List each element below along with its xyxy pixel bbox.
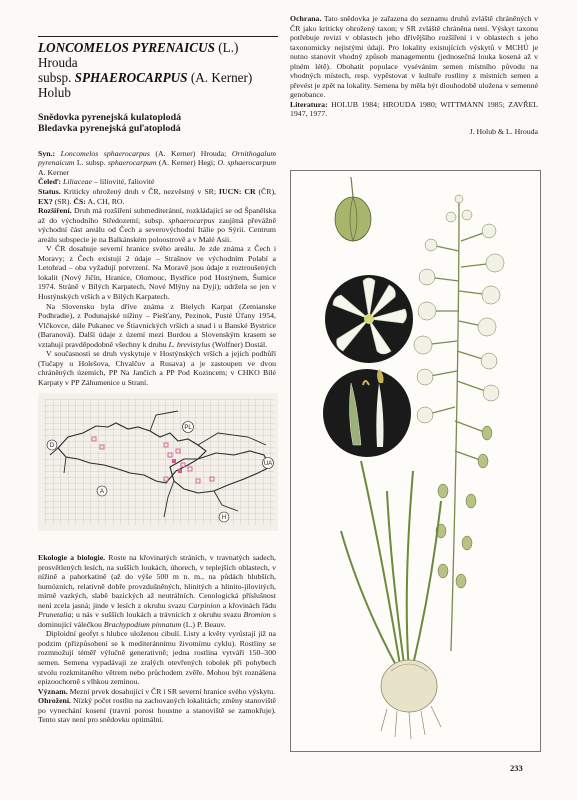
literature: Literatura: HOLUB 1984; HROUDA 1980; WITTMANN 1985; ZAVŘEL 1947, 1977.	[290, 99, 538, 119]
flower-detail-circle	[325, 275, 413, 363]
subspecies-author: (A. Kerner) Holub	[38, 70, 253, 100]
species-title	[38, 40, 276, 100]
seed-capsule	[335, 177, 371, 241]
distribution-map	[38, 393, 278, 531]
species-name: LONCOMELOS PYRENAICUS	[38, 40, 215, 55]
distribution-p2: V ČR dosahuje severní hranice svého areálu. Je zde známa z Čech i Moravy; z Čech existují 2 údaje – Strašnov ve východním Polabí a Letohrad – oba vyžadují potvrzení. Na Moravě jsou údaje z roztroušených lokalit (Nový Jičín, Hranice, Olomouc, Bystřice pod Hostýnem, Šumice 1974. Stráně v Bílých Karpatech, Nové Mlýny na Dyji); udržela se jen v Hostýnských vrších a v Bílých Karpatech.	[38, 244, 276, 302]
ecology-p2: Diploidní geofyt s hlubce uloženou cibulí. Listy a květy vyrůstají již na podzim (přizpůsobení se k mediteránnímu životnímu cyklu). Rostliny se rozmnožují téměř výlučně generativně; jedna rostlina vytváří 150–300 semen. Semena vypadávají ze zralých otevřených tobolek při pohybech stvolu rozkmitaného větrem nebo průchodem zvěře. Mohou být roznášena epizoochorně s vlhkou zeminou.	[38, 629, 276, 687]
authors-signature: J. Holub & L. Hrouda	[469, 127, 538, 137]
plant-illustration-svg	[291, 171, 540, 751]
plant-illustration	[290, 170, 541, 752]
stamen-detail-circle	[323, 369, 411, 457]
common-name-sk: Bledavka pyrenejská guľatoplodá	[38, 123, 181, 135]
family: Čeleď: Liliaceae – liliovité, ľaliovité	[38, 177, 155, 187]
left-column-lower	[38, 553, 276, 725]
left-column	[38, 40, 276, 387]
page-number: 233	[510, 763, 523, 773]
common-name-cz: Snědovka pyrenejská kulatoplodá	[38, 112, 182, 123]
status: Status. Kriticky ohrožený druh v ČR, nezvěstný v SR; IUCN: CR (ČR), EX? (SR). ČS: A, CH, RO.	[38, 187, 276, 206]
map-label-a: A	[99, 489, 105, 495]
map-label-d: D	[49, 443, 55, 449]
subsp-prefix: subsp.	[38, 70, 72, 85]
threats: Ohrožení. Nízký počet rostlin na zachovaných lokalitách; změny stanoviště po vynechání kosení (travní porost houstne a stanoviště se zamokřuje). Tento stav není pro snědovku optimální.	[38, 696, 277, 725]
title-rule-top	[38, 36, 278, 37]
map-label-h: H	[221, 515, 227, 521]
species-author: (L.) Hrouda	[38, 40, 239, 70]
map-label-pl: PL	[184, 425, 192, 431]
distribution-p3: Na Slovensku byla dříve známa z Bielych Karpat (Zemianske Podhradie), z Podunajské nížiny – Piešťany, Pezinok, Pusté Úľany 1954, Vlčkovce, dále Pukanec ve Štiavnických vrších a snad i u Banské Bystrice (Baranová). Další údaje z území mezi Burdou a Slovenským krasem se vztahují pravděpodobně všechny k druhu L. brevistylus (Wolfner) Dostál.	[38, 301, 276, 349]
distribution-p4: V současnosti se druh vyskytuje v Hostýnských vrších a jejich podhůří (Tučapy u Holešova, Chvalčov a Rusava) a je zastoupen ve dvou chráněných územích, PP Na Jančích a PP Pod Kozincem; v CHKO Bílé Karpaty v PP Záhumenice u Straní.	[38, 349, 276, 387]
distribution-p1: Rozšíření. Druh má rozšíření submediteránní, rozkládající se od Španělska až do východního Středozemí; subsp. sphaerocarpus zaujímá převážně východní část areálu od Čech a severovýchodní Itálie po Sýrii. Centrum areálu subspecie je na Balkánském poloostrově a v Malé Asii.	[38, 206, 277, 244]
stalk-capsules	[436, 426, 492, 588]
leaves	[341, 461, 441, 673]
map-label-ua: UA	[263, 461, 273, 467]
subspecies-name: SPHAEROCARPUS	[74, 70, 188, 85]
map-grid	[44, 399, 274, 525]
distribution-map-svg	[38, 393, 278, 531]
bulb	[381, 660, 441, 739]
ecology-p1: Ekologie a biologie. Roste na křovinatých stráních, v travnatých sadech, prosvětlených lesích, na sušších loukách, úhorech, v teplejších oblastech, v nížině a pahorkatině (až do výše 500 m n. m., na půdách hlubších, humózních, relativně dobře provzdušněných, hlinitých a hlinito-jílovitých, mírně vazkých, slabě bazických až neutrálních. Cenologická příslušnost není zcela jasná; jinde v lesích z okruhu svazu Carpinion a křovinách řádu Prunetalia; u nás v sušších loukách a trávnících z okruhu svazu Bromion s dominující válečkou Brachypodium pinnatum (L.) P. Beauv.	[38, 553, 277, 629]
protection: Ochrana. Tato snědovka je zařazena do seznamu druhů zvláště chráněných v ČR jako kriticky ohrožený taxon; v SR zvláště chráněna není. Výskyt taxonu potřebuje revizi v oblastech jeho dřívějšího rozšíření i v oblastech s jeho taxonomicky nejistými údaji. Pro lokality existujících výskytů v MCHÚ je nutno stanovit vhodný způsob managementu (jednosečná louka kosená až v plném létě). Obohatit populace vysévánim semen místního původu na vhodných místech, resp. vypěstovat v kultuře rostliny z místních semen a převést je zpět na lokality. Semena by měla být dlouhodobě uložena v semenné genobance.	[290, 14, 538, 100]
significance: Význam. Mezní prvek dosahující v ČR i SR severní hranice svého výskytu.	[38, 686, 276, 696]
right-column	[290, 14, 538, 136]
synonyms: Syn.: Loncomelos sphaerocarpus (A. Kerner) Hrouda; Ornithogalum pyrenaicum L. subsp. sphaerocarpum (A. Kerner) Hegi; O. sphaerocarpum A. Kerner	[38, 148, 277, 177]
